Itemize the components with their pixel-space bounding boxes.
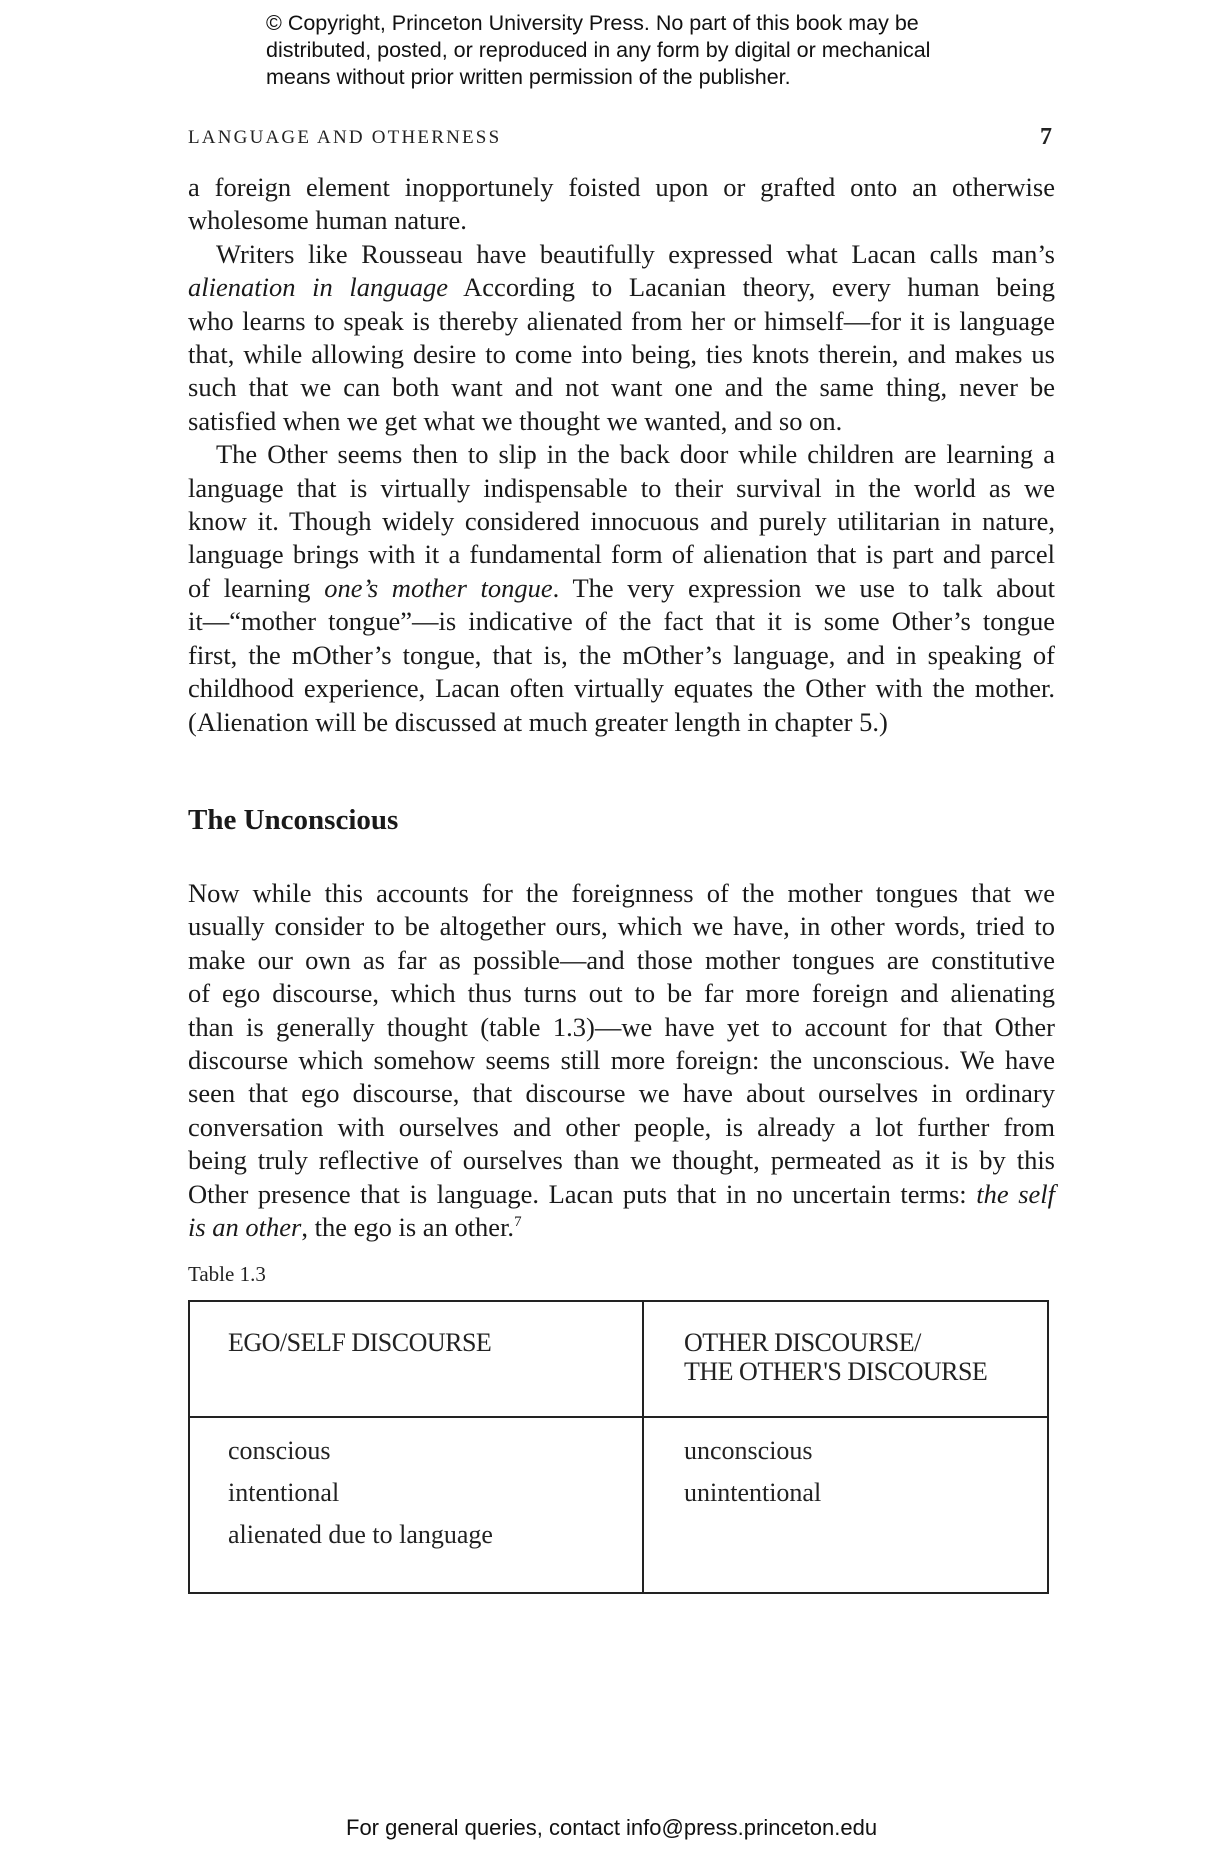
text-line: first, the mOther’s tongue, that is, the mOther’s language, and in speaking of bbox=[188, 639, 1055, 670]
table-item: unconscious bbox=[684, 1436, 813, 1465]
text-line: satisfied when we get what we thought we wanted, and so on. bbox=[188, 405, 843, 436]
body-text-top bbox=[188, 171, 1055, 739]
table-cell-ego-self bbox=[228, 1430, 493, 1556]
table-item: unintentional bbox=[684, 1478, 822, 1507]
text-line: who learns to speak is thereby alienated from her or himself—for it is language bbox=[188, 305, 1055, 336]
italic-phrase: alienation in language bbox=[188, 272, 448, 303]
text-line: a foreign element inopportunely foisted upon or grafted onto an otherwise bbox=[188, 172, 1055, 202]
text-line: know it. Though widely considered innocuous and purely utilitarian in nature, bbox=[188, 506, 1055, 537]
body-text-unconscious bbox=[188, 877, 1055, 1244]
running-head: LANGUAGE AND OTHERNESS bbox=[188, 127, 502, 148]
text-line: seen that ego discourse, that discourse we have about ourselves in ordinary bbox=[188, 1078, 1055, 1109]
table-item: conscious bbox=[228, 1436, 331, 1465]
text-line: language that is virtually indispensable to their survival in the world as we bbox=[188, 472, 1055, 503]
text-line: that, while allowing desire to come into being, ties knots therein, and makes us bbox=[188, 339, 1055, 370]
text-line: The Other seems then to slip in the back door while children are learning a bbox=[216, 439, 1055, 470]
text-line: make our own as far as possible—and those mother tongues are constitutive bbox=[188, 944, 1055, 975]
text-line: than is generally thought (table 1.3)—we have yet to account for that Other bbox=[188, 1011, 1055, 1042]
text-line: wholesome human nature. bbox=[188, 205, 467, 236]
text-line: language brings with it a fundamental form of alienation that is part and parcel bbox=[188, 539, 1055, 570]
text-line: of ego discourse, which thus turns out to be far more foreign and alienating bbox=[188, 978, 1055, 1009]
footnote-marker[interactable]: 7 bbox=[514, 1214, 522, 1231]
text-line: such that we can both want and not want one and the same thing, never be bbox=[188, 372, 1055, 403]
section-heading: The Unconscious bbox=[188, 804, 399, 836]
italic-phrase: the self bbox=[976, 1178, 1055, 1209]
text-line: it—“mother tongue”—is indicative of the fact that it is some Other’s tongue bbox=[188, 606, 1055, 637]
text-line: Other presence that is language. Lacan puts that in no uncertain terms: the self bbox=[188, 1178, 1055, 1209]
table-item: intentional bbox=[228, 1478, 340, 1507]
table-header-other bbox=[684, 1328, 987, 1386]
footer-contact: For general queries, contact info@press.princeton.edu bbox=[346, 1815, 878, 1840]
table-item: alienated due to language bbox=[228, 1520, 493, 1549]
text-line: alienation in language According to Lacanian theory, every human being bbox=[188, 272, 1055, 303]
copyright-notice bbox=[266, 10, 1066, 91]
table-column-divider bbox=[642, 1302, 644, 1592]
italic-phrase: is an other bbox=[188, 1212, 302, 1243]
header-line: EGO/SELF DISCOURSE bbox=[228, 1328, 492, 1357]
header-line: OTHER DISCOURSE/ bbox=[684, 1328, 921, 1357]
discourse-table bbox=[188, 1300, 1049, 1594]
text-line: usually consider to be altogether ours, which we have, in other words, tried to bbox=[188, 911, 1055, 942]
table-header-divider bbox=[190, 1416, 1047, 1418]
text-line: childhood experience, Lacan often virtually equates the Other with the mother. bbox=[188, 673, 1055, 704]
table-caption: Table 1.3 bbox=[188, 1262, 266, 1286]
text-line: Now while this accounts for the foreignness of the mother tongues that we bbox=[188, 878, 1055, 908]
text-line: discourse which somehow seems still more foreign: the unconscious. We have bbox=[188, 1045, 1055, 1076]
text-line: being truly reflective of ourselves than we thought, permeated as it is by this bbox=[188, 1145, 1055, 1176]
text-line: conversation with ourselves and other people, is already a lot further from bbox=[188, 1111, 1055, 1142]
table-cell-other bbox=[684, 1430, 821, 1514]
copyright-line: distributed, posted, or reproduced in any form by digital or mechanical bbox=[266, 38, 931, 62]
header-line: THE OTHER'S DISCOURSE bbox=[684, 1357, 988, 1386]
text-line: Writers like Rousseau have beautifully expressed what Lacan calls man’s bbox=[216, 238, 1055, 269]
text-line: of learning one’s mother tongue. The very expression we use to talk about bbox=[188, 572, 1055, 603]
text-line: is an other, the ego is an other.$^7$ bbox=[188, 1212, 522, 1243]
italic-phrase: one’s mother tongue bbox=[324, 572, 553, 603]
copyright-line: © Copyright, Princeton University Press. No part of this book may be bbox=[266, 11, 919, 35]
page-number: 7 bbox=[1040, 124, 1052, 150]
copyright-line: means without prior written permission of the publisher. bbox=[266, 65, 791, 89]
table-header-ego-self bbox=[228, 1328, 491, 1357]
text-line: (Alienation will be discussed at much greater length in chapter 5.) bbox=[188, 706, 888, 737]
